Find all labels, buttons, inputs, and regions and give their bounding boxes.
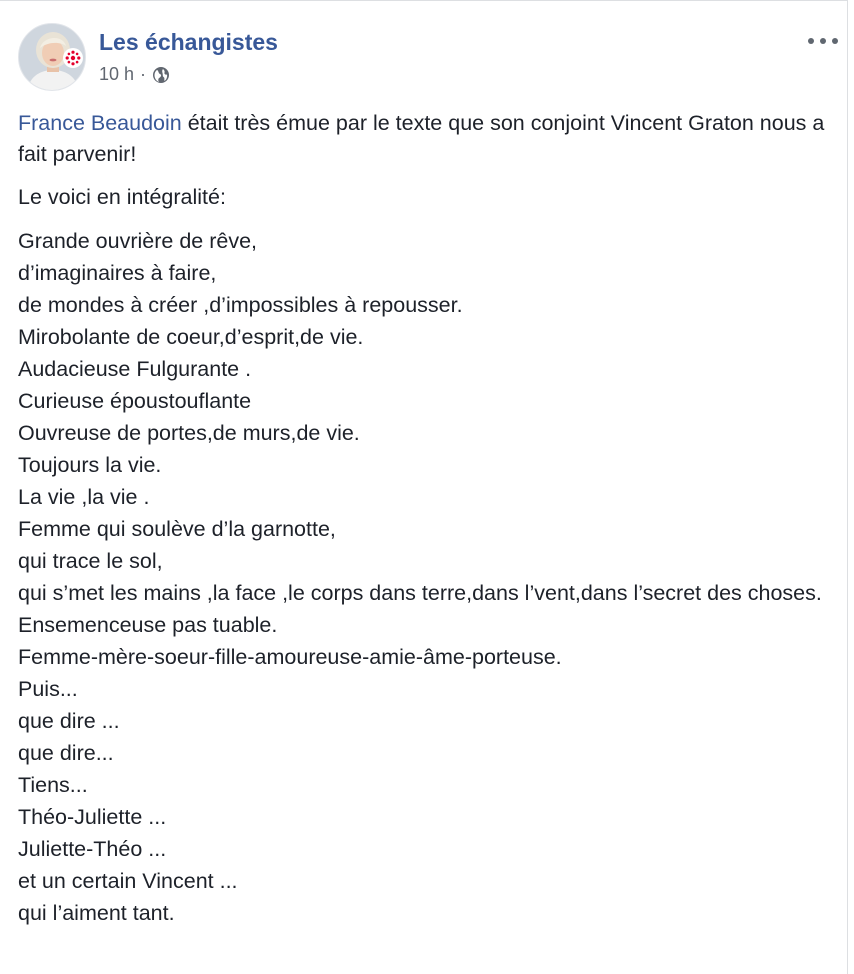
poem-line: Juliette-Théo ...	[18, 837, 167, 861]
poem	[18, 225, 838, 929]
intro-text: était très émue par le texte que son conjoint Vincent Graton nous a fait parvenir!	[18, 111, 825, 166]
radio-canada-badge-icon	[63, 48, 83, 68]
poem-line: que dire ...	[18, 709, 120, 733]
page-name-link[interactable]: Les échangistes	[99, 29, 278, 55]
poem-line: La vie ,la vie .	[18, 485, 150, 509]
poem-line: qui l’aiment tant.	[18, 901, 175, 925]
more-dot-icon	[820, 38, 826, 44]
poem-line: Ensemenceuse pas tuable.	[18, 613, 278, 637]
poem-line: qui s’met les mains ,la face ,le corps dans terre,dans l’vent,dans l’secret des choses.	[18, 581, 822, 605]
post-timestamp[interactable]: 10 h	[99, 64, 135, 84]
more-dot-icon	[808, 38, 814, 44]
more-dot-icon	[832, 38, 838, 44]
meta-separator: ·	[140, 64, 147, 84]
poem-line: Femme qui soulève d’la garnotte,	[18, 517, 336, 541]
post-intro-2: Le voici en intégralité:	[18, 185, 226, 209]
mention-link[interactable]: France Beaudoin	[18, 111, 182, 135]
page-avatar[interactable]	[18, 23, 86, 91]
post-header	[18, 23, 838, 93]
poem-line: Mirobolante de coeur,d’esprit,de vie.	[18, 325, 364, 349]
poem-line: Puis...	[18, 677, 78, 701]
poem-line: Curieuse époustouflante	[18, 389, 252, 413]
poem-line: Grande ouvrière de rêve,	[18, 229, 258, 253]
poem-line: de mondes à créer ,d’impossibles à repousser.	[18, 293, 463, 317]
globe-icon[interactable]	[152, 66, 170, 84]
post-meta	[99, 64, 170, 85]
poem-line: d’imaginaires à faire,	[18, 261, 217, 285]
poem-line: Toujours la vie.	[18, 453, 162, 477]
poem-line: Audacieuse Fulgurante .	[18, 357, 252, 381]
poem-line: Théo-Juliette ...	[18, 805, 167, 829]
poem-line: qui trace le sol,	[18, 549, 163, 573]
poem-line: que dire...	[18, 741, 114, 765]
poem-line: Femme-mère-soeur-fille-amoureuse-amie-âme-porteuse.	[18, 645, 562, 669]
poem-line: Tiens...	[18, 773, 88, 797]
post-intro	[18, 108, 838, 170]
more-options-button[interactable]	[808, 33, 838, 49]
poem-line: Ouvreuse de portes,de murs,de vie.	[18, 421, 360, 445]
post-body	[18, 108, 838, 929]
poem-line: et un certain Vincent ...	[18, 869, 238, 893]
